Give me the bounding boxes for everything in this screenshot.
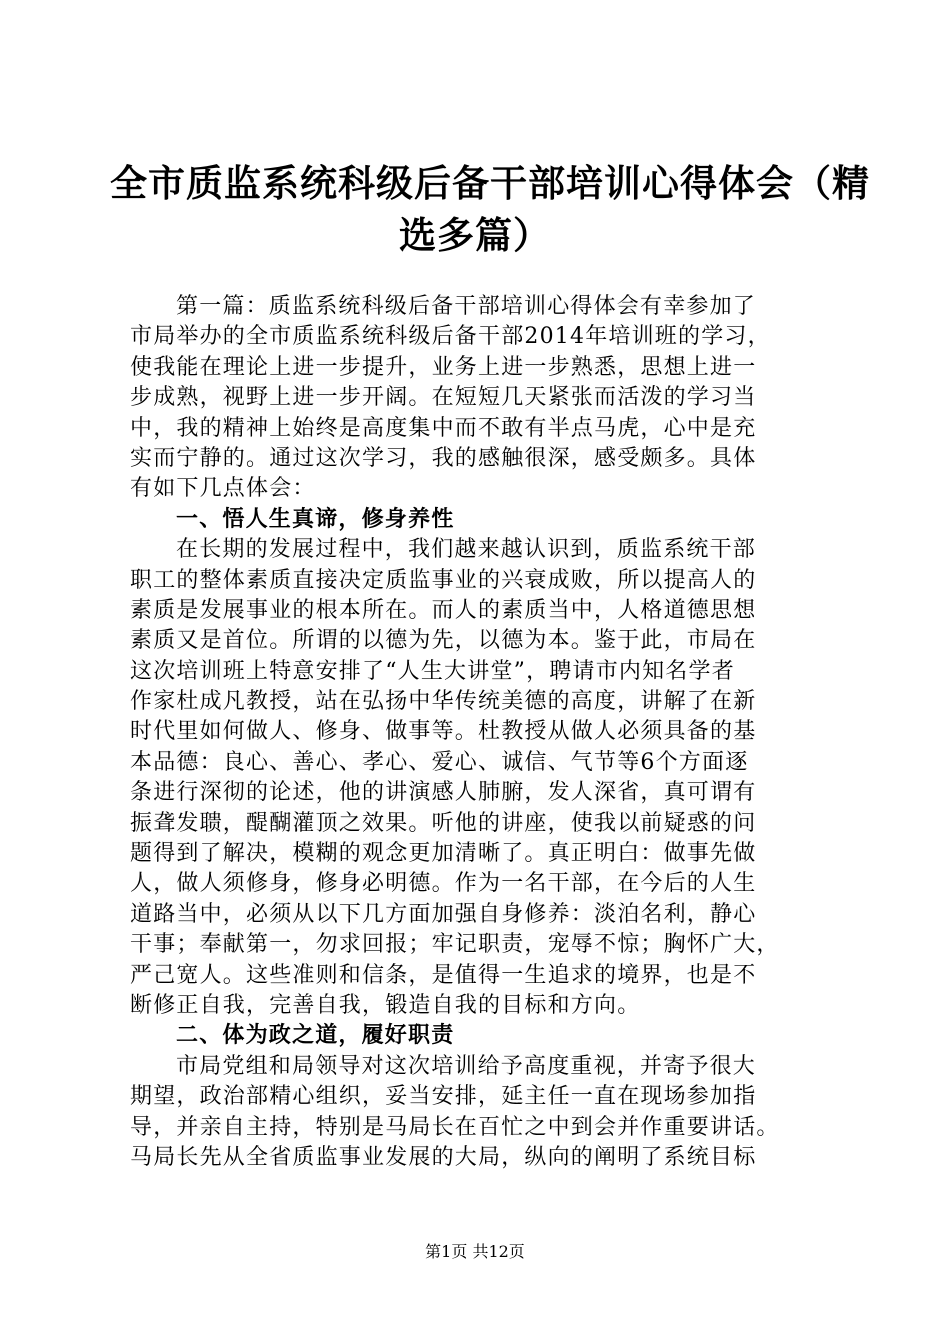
text-line: 马局长先从全省质监事业发展的大局，纵向的阐明了系统目标 bbox=[130, 1144, 757, 1170]
text-line: 干事；奉献第一，勿求回报；牢记职责，宠辱不惊；胸怀广大， bbox=[130, 932, 780, 958]
document-title bbox=[110, 158, 870, 262]
text-line: 时代里如何做人、修身、做事等。杜教授从做人必须具备的基 bbox=[130, 719, 757, 745]
text-line: 市局举办的全市质监系统科级后备干部2014年培训班的学习， bbox=[130, 324, 771, 350]
section-heading: 一、悟人生真谛，修身养性 bbox=[176, 506, 455, 532]
text-line: 中，我的精神上始终是高度集中而不敢有半点马虎，心中是充 bbox=[130, 415, 757, 441]
text-line: 题得到了解决，模糊的观念更加清晰了。真正明白：做事先做 bbox=[130, 841, 757, 867]
text-line: 振聋发聩，醍醐灌顶之效果。听他的讲座，使我以前疑惑的问 bbox=[130, 810, 757, 836]
text-line: 素质是发展事业的根本所在。而人的素质当中，人格道德思想 bbox=[130, 597, 757, 623]
text-line: 导，并亲自主持，特别是马局长在百忙之中到会并作重要讲话。 bbox=[130, 1114, 780, 1140]
text-line: 人，做人须修身，修身必明德。作为一名干部，在今后的人生 bbox=[130, 871, 757, 897]
text-line: 市局党组和局领导对这次培训给予高度重视，并寄予很大 bbox=[176, 1053, 757, 1079]
text-line: 素质又是首位。所谓的以德为先，以德为本。鉴于此，市局在 bbox=[130, 628, 757, 654]
text-line: 步成熟，视野上进一步开阔。在短短几天紧张而活泼的学习当 bbox=[130, 385, 757, 411]
text-line: 本品德：良心、善心、孝心、爱心、诚信、气节等6个方面逐 bbox=[130, 749, 749, 775]
title-line: 选多篇） bbox=[399, 214, 551, 257]
text-line: 实而宁静的。通过这次学习，我的感触很深，感受颇多。具体 bbox=[130, 445, 757, 471]
document-body bbox=[130, 292, 832, 1173]
text-line: 在长期的发展过程中，我们越来越认识到，质监系统干部 bbox=[176, 537, 757, 563]
text-line: 作家杜成凡教授，站在弘扬中华传统美德的高度，讲解了在新 bbox=[130, 689, 757, 715]
text-line: 期望，政治部精心组织，妥当安排，延主任一直在现场参加指 bbox=[130, 1084, 757, 1110]
text-line: 第一篇：质监系统科级后备干部培训心得体会有幸参加了 bbox=[176, 294, 757, 319]
text-line: 职工的整体素质直接决定质监事业的兴衰成败，所以提高人的 bbox=[130, 567, 757, 593]
section-heading: 二、体为政之道，履好职责 bbox=[176, 1023, 455, 1049]
page-footer: 第1页 共12页 bbox=[425, 1242, 525, 1261]
text-line: 断修正自我，完善自我，锻造自我的目标和方向。 bbox=[130, 992, 641, 1018]
text-line: 使我能在理论上进一步提升，业务上进一步熟悉，思想上进一 bbox=[130, 354, 757, 380]
text-line: 这次培训班上特意安排了“人生大讲堂”，聘请市内知名学者 bbox=[130, 658, 735, 684]
text-line: 严己宽人。这些准则和信条，是值得一生追求的境界，也是不 bbox=[130, 962, 757, 988]
text-line: 有如下几点体会： bbox=[130, 476, 316, 502]
text-line: 道路当中，必须从以下几方面加强自身修养：淡泊名利，静心 bbox=[130, 901, 757, 927]
text-line: 条进行深彻的论述，他的讲演感人肺腑，发人深省，真可谓有 bbox=[130, 780, 757, 806]
title-line: 全市质监系统科级后备干部培训心得体会（精 bbox=[110, 162, 870, 205]
